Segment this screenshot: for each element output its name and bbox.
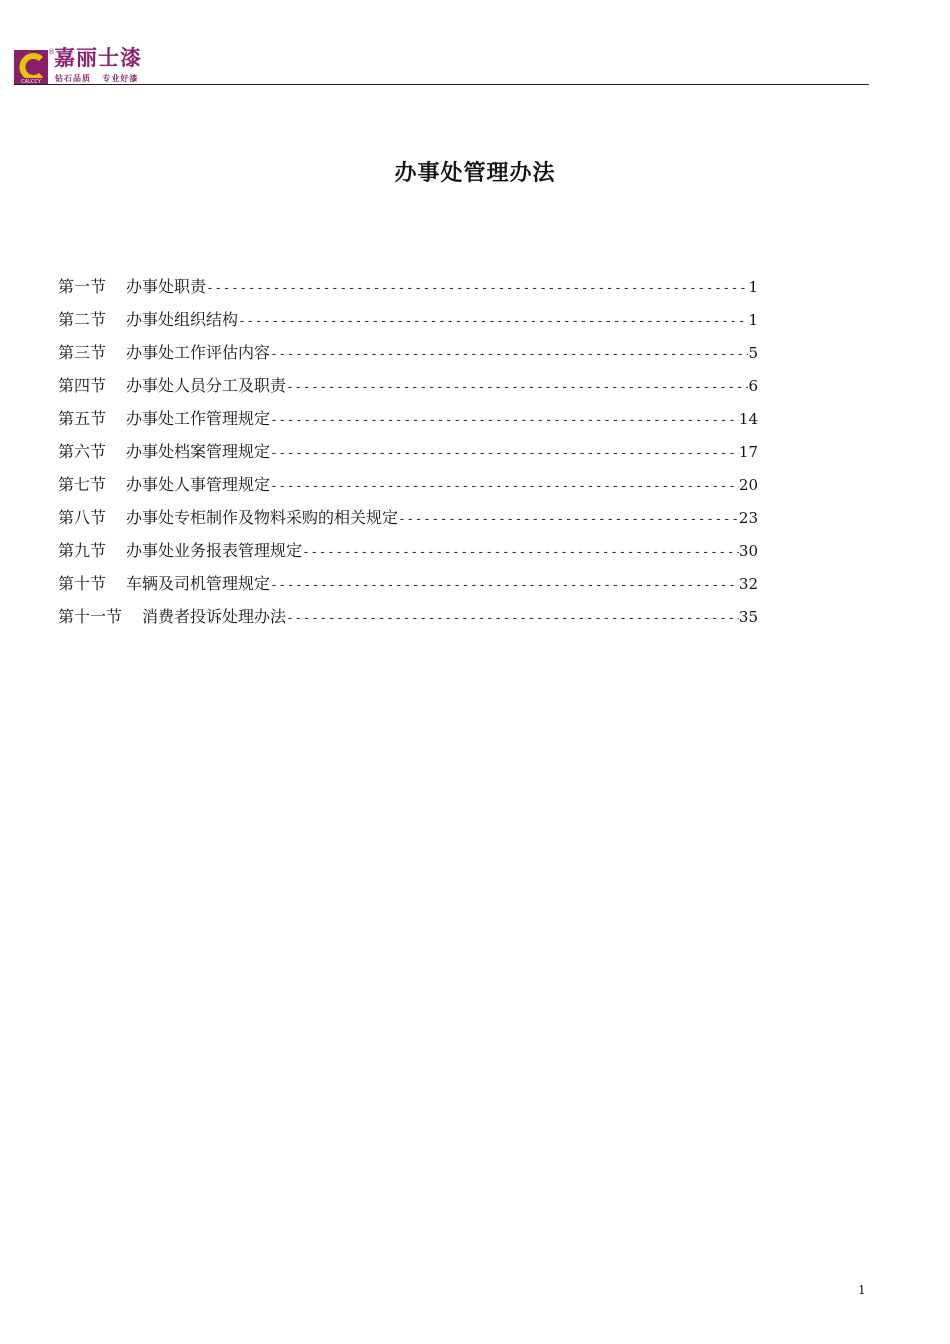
toc-section-title: 车辆及司机管理规定: [126, 574, 271, 593]
toc-section-number: 第七节: [58, 475, 107, 494]
toc-section-number: 第二节: [58, 310, 107, 329]
toc-section-number: 第八节: [58, 508, 107, 527]
toc-section-number: 第三节: [58, 343, 107, 362]
toc-page-number: 1: [748, 278, 758, 296]
toc-section-number: 第九节: [58, 541, 107, 560]
document-title: 办事处管理办法: [394, 160, 556, 186]
toc-section-number: 第五节: [58, 409, 107, 428]
toc-dot-leader: [238, 305, 748, 338]
toc-page-number: 6: [748, 377, 758, 395]
toc-section-title: 办事处人员分工及职责: [126, 376, 287, 395]
toc-dot-leader: [398, 503, 739, 536]
toc-section-number: 第十节: [58, 574, 107, 593]
toc-section-number: 第六节: [58, 442, 107, 461]
toc-section-title: 办事处组织结构: [126, 310, 239, 329]
toc-section-title: 办事处工作评估内容: [126, 343, 271, 362]
toc-page-number: 20: [738, 476, 758, 494]
toc-entry[interactable]: [58, 468, 758, 501]
toc-dot-leader: [270, 437, 739, 470]
brand-slogan: 钻石品质 专业好漆: [55, 74, 139, 83]
toc-entry[interactable]: [58, 270, 758, 303]
registered-mark: ®: [48, 48, 55, 56]
toc-section-number: 第一节: [58, 277, 107, 296]
toc-section-title: 办事处专柜制作及物料采购的相关规定: [126, 508, 399, 527]
brand-name: 嘉丽士漆: [54, 46, 142, 70]
toc-section-title: 办事处档案管理规定: [126, 442, 271, 461]
logo-text: CALCCY: [21, 79, 41, 84]
toc-section-title: 办事处人事管理规定: [126, 475, 271, 494]
toc-dot-leader: [206, 272, 748, 305]
toc-page-number: 5: [748, 344, 758, 362]
toc-page-number: 14: [738, 410, 758, 428]
toc-page-number: 1: [748, 311, 758, 329]
toc-section-number: 第十一节: [58, 607, 123, 626]
toc-page-number: 17: [738, 443, 758, 461]
toc-entry[interactable]: [58, 336, 758, 369]
toc-section-title: 办事处职责: [126, 277, 207, 296]
toc-dot-leader: [270, 470, 739, 503]
toc-page-number: 35: [738, 608, 758, 626]
toc-entry[interactable]: [58, 600, 758, 633]
page-number: 1: [858, 1283, 866, 1297]
toc-section-title: 消费者投诉处理办法: [142, 607, 287, 626]
toc-entry[interactable]: [58, 369, 758, 402]
toc-dot-leader: [270, 569, 739, 602]
toc-page-number: 32: [738, 575, 758, 593]
toc-dot-leader: [270, 404, 739, 437]
toc-entry[interactable]: [58, 435, 758, 468]
toc-page-number: 23: [738, 509, 758, 527]
toc-entry[interactable]: [58, 303, 758, 336]
toc-dot-leader: [270, 338, 748, 371]
table-of-contents: [58, 270, 758, 633]
toc-section-number: 第四节: [58, 376, 107, 395]
brand-logo-icon: [14, 50, 48, 84]
toc-dot-leader: [286, 602, 739, 635]
toc-dot-leader: [302, 536, 739, 569]
toc-entry[interactable]: [58, 402, 758, 435]
toc-entry[interactable]: [58, 534, 758, 567]
header-divider: [14, 84, 869, 85]
toc-entry[interactable]: [58, 567, 758, 600]
toc-section-title: 办事处业务报表管理规定: [126, 541, 303, 560]
toc-entry[interactable]: [58, 501, 758, 534]
toc-section-title: 办事处工作管理规定: [126, 409, 271, 428]
page-header: [14, 44, 869, 86]
toc-page-number: 30: [738, 542, 758, 560]
toc-dot-leader: [286, 371, 748, 404]
